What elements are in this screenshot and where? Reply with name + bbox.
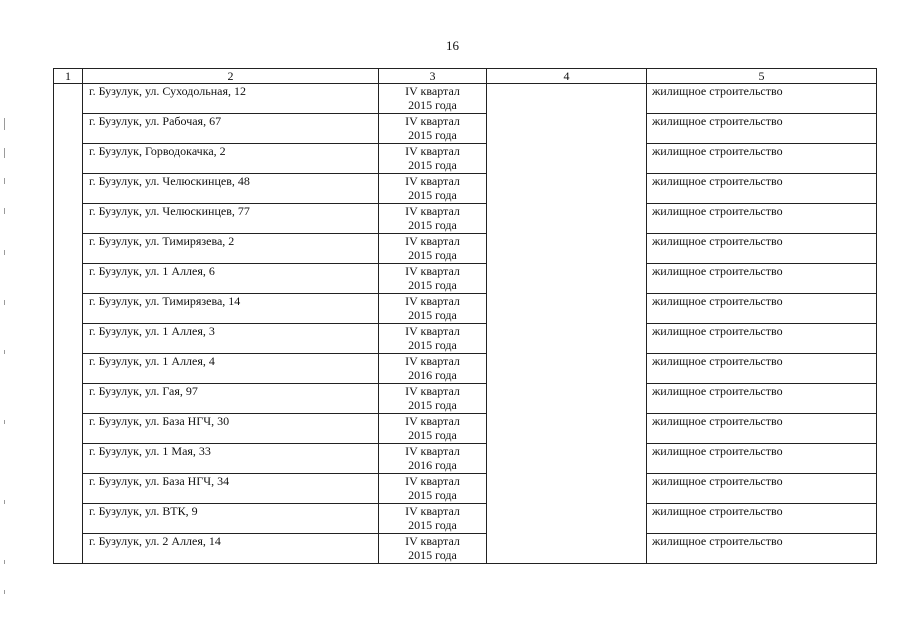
purpose-cell: жилищное строительство (647, 174, 877, 204)
period-cell (379, 414, 487, 444)
column-4-cell (487, 204, 647, 234)
period-year: 2015 года (408, 518, 457, 532)
row-number-cell (54, 294, 83, 324)
period-year: 2015 года (408, 428, 457, 442)
period-year: 2015 года (408, 548, 457, 562)
period-year: 2015 года (408, 158, 457, 172)
address-cell: г. Бузулук, ул. 1 Аллея, 4 (83, 354, 379, 384)
table-row (54, 354, 877, 384)
column-4-cell (487, 474, 647, 504)
period-quarter: IV квартал (405, 114, 460, 128)
row-number-cell (54, 204, 83, 234)
column-4-cell (487, 504, 647, 534)
table-row (54, 324, 877, 354)
table-row (54, 204, 877, 234)
table-body (54, 84, 877, 564)
period-cell (379, 264, 487, 294)
row-number-cell (54, 414, 83, 444)
table-row (54, 534, 877, 564)
period-year: 2015 года (408, 278, 457, 292)
column-header-5: 5 (647, 69, 877, 84)
table-row (54, 504, 877, 534)
row-number-cell (54, 174, 83, 204)
row-number-cell (54, 324, 83, 354)
column-4-cell (487, 264, 647, 294)
period-year: 2015 года (408, 188, 457, 202)
column-4-cell (487, 84, 647, 114)
row-number-cell (54, 354, 83, 384)
row-number-cell (54, 114, 83, 144)
period-year: 2016 года (408, 458, 457, 472)
period-cell (379, 114, 487, 144)
period-cell (379, 324, 487, 354)
table-row (54, 174, 877, 204)
period-year: 2015 года (408, 488, 457, 502)
period-cell (379, 534, 487, 564)
period-cell (379, 84, 487, 114)
purpose-cell: жилищное строительство (647, 504, 877, 534)
row-number-cell (54, 384, 83, 414)
period-cell (379, 234, 487, 264)
period-quarter: IV квартал (405, 444, 460, 458)
period-quarter: IV квартал (405, 324, 460, 338)
row-number-cell (54, 474, 83, 504)
period-year: 2015 года (408, 218, 457, 232)
table-row (54, 114, 877, 144)
period-year: 2015 года (408, 308, 457, 322)
address-cell: г. Бузулук, ул. Челюскинцев, 77 (83, 204, 379, 234)
address-cell: г. Бузулук, ул. 2 Аллея, 14 (83, 534, 379, 564)
purpose-cell: жилищное строительство (647, 414, 877, 444)
table-row (54, 384, 877, 414)
address-cell: г. Бузулук, ул. Тимирязева, 2 (83, 234, 379, 264)
row-number-cell (54, 534, 83, 564)
purpose-cell: жилищное строительство (647, 384, 877, 414)
purpose-cell: жилищное строительство (647, 264, 877, 294)
purpose-cell: жилищное строительство (647, 234, 877, 264)
period-quarter: IV квартал (405, 414, 460, 428)
address-cell: г. Бузулук, ул. Гая, 97 (83, 384, 379, 414)
period-year: 2015 года (408, 98, 457, 112)
period-cell (379, 474, 487, 504)
period-quarter: IV квартал (405, 234, 460, 248)
table-row (54, 234, 877, 264)
row-number-cell (54, 234, 83, 264)
address-cell: г. Бузулук, ул. 1 Аллея, 6 (83, 264, 379, 294)
period-year: 2016 года (408, 368, 457, 382)
table-row (54, 294, 877, 324)
period-quarter: IV квартал (405, 294, 460, 308)
period-cell (379, 174, 487, 204)
land-plots-table (53, 68, 877, 564)
period-quarter: IV квартал (405, 534, 460, 548)
period-quarter: IV квартал (405, 384, 460, 398)
table-header-row (54, 69, 877, 84)
row-number-cell (54, 504, 83, 534)
purpose-cell: жилищное строительство (647, 144, 877, 174)
address-cell: г. Бузулук, ул. Челюскинцев, 48 (83, 174, 379, 204)
purpose-cell: жилищное строительство (647, 444, 877, 474)
purpose-cell: жилищное строительство (647, 114, 877, 144)
column-4-cell (487, 414, 647, 444)
column-4-cell (487, 234, 647, 264)
column-4-cell (487, 324, 647, 354)
column-header-2: 2 (83, 69, 379, 84)
period-year: 2015 года (408, 398, 457, 412)
column-4-cell (487, 534, 647, 564)
period-quarter: IV квартал (405, 474, 460, 488)
row-number-cell (54, 84, 83, 114)
period-cell (379, 204, 487, 234)
margin-scan-marks (4, 0, 8, 640)
column-4-cell (487, 174, 647, 204)
address-cell: г. Бузулук, ул. Суходольная, 12 (83, 84, 379, 114)
column-4-cell (487, 144, 647, 174)
row-number-cell (54, 444, 83, 474)
address-cell: г. Бузулук, ул. ВТК, 9 (83, 504, 379, 534)
table-row (54, 414, 877, 444)
address-cell: г. Бузулук, ул. База НГЧ, 34 (83, 474, 379, 504)
row-number-cell (54, 144, 83, 174)
table-row (54, 264, 877, 294)
table-row (54, 444, 877, 474)
address-cell: г. Бузулук, ул. Тимирязева, 14 (83, 294, 379, 324)
column-4-cell (487, 294, 647, 324)
period-cell (379, 384, 487, 414)
address-cell: г. Бузулук, ул. 1 Мая, 33 (83, 444, 379, 474)
page-number: 16 (446, 38, 459, 53)
period-cell (379, 444, 487, 474)
purpose-cell: жилищное строительство (647, 294, 877, 324)
period-year: 2015 года (408, 338, 457, 352)
purpose-cell: жилищное строительство (647, 534, 877, 564)
column-header-4: 4 (487, 69, 647, 84)
period-year: 2015 года (408, 128, 457, 142)
column-4-cell (487, 354, 647, 384)
column-header-1: 1 (54, 69, 83, 84)
purpose-cell: жилищное строительство (647, 204, 877, 234)
purpose-cell: жилищное строительство (647, 354, 877, 384)
address-cell: г. Бузулук, ул. 1 Аллея, 3 (83, 324, 379, 354)
period-quarter: IV квартал (405, 504, 460, 518)
period-quarter: IV квартал (405, 84, 460, 98)
column-header-3: 3 (379, 69, 487, 84)
period-quarter: IV квартал (405, 354, 460, 368)
row-number-cell (54, 264, 83, 294)
period-quarter: IV квартал (405, 204, 460, 218)
column-4-cell (487, 114, 647, 144)
address-cell: г. Бузулук, Горводокачка, 2 (83, 144, 379, 174)
address-cell: г. Бузулук, ул. База НГЧ, 30 (83, 414, 379, 444)
period-cell (379, 294, 487, 324)
table-row (54, 84, 877, 114)
purpose-cell: жилищное строительство (647, 474, 877, 504)
period-cell (379, 504, 487, 534)
table-row (54, 474, 877, 504)
period-cell (379, 144, 487, 174)
purpose-cell: жилищное строительство (647, 324, 877, 354)
column-4-cell (487, 444, 647, 474)
period-quarter: IV квартал (405, 144, 460, 158)
period-year: 2015 года (408, 248, 457, 262)
table-row (54, 144, 877, 174)
column-4-cell (487, 384, 647, 414)
address-cell: г. Бузулук, ул. Рабочая, 67 (83, 114, 379, 144)
period-quarter: IV квартал (405, 264, 460, 278)
period-quarter: IV квартал (405, 174, 460, 188)
period-cell (379, 354, 487, 384)
purpose-cell: жилищное строительство (647, 84, 877, 114)
